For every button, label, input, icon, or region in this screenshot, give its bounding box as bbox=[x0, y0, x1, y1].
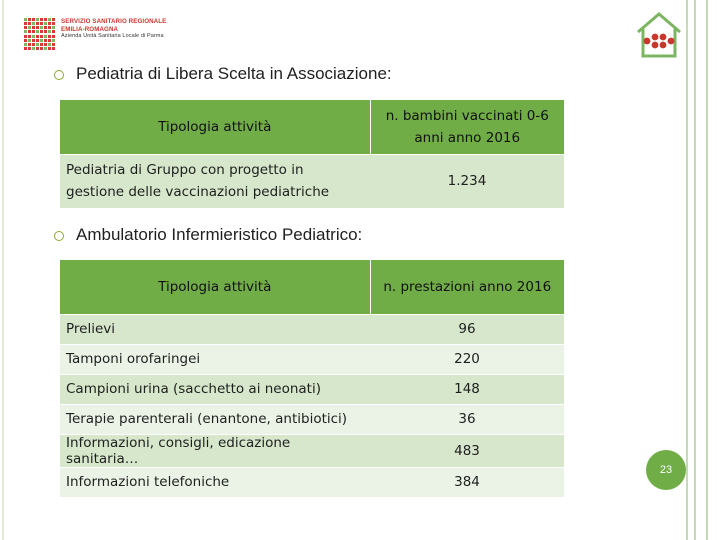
row-value: 220 bbox=[370, 344, 564, 374]
table-row bbox=[60, 374, 564, 404]
row-value: 1.234 bbox=[370, 154, 564, 208]
row-value: 384 bbox=[370, 467, 564, 497]
section-1-heading: Pediatria di Libera Scelta in Associazione: bbox=[76, 64, 392, 83]
row-label: Pediatria di Gruppo con progetto in gestione delle vaccinazioni pediatriche bbox=[60, 154, 370, 208]
column-header-activity: Tipologia attività bbox=[60, 100, 370, 154]
column-header-activity: Tipologia attività bbox=[60, 260, 370, 314]
decorative-rule bbox=[2, 0, 4, 540]
row-label: Informazioni, consigli, edicazione sanitaria… bbox=[60, 434, 370, 467]
decorative-rule bbox=[686, 0, 688, 540]
bullet-icon bbox=[54, 231, 64, 241]
logo-line-1: SERVIZIO SANITARIO REGIONALE bbox=[61, 18, 167, 25]
table-row bbox=[60, 434, 564, 467]
logo-grid-icon bbox=[24, 18, 54, 50]
row-value: 483 bbox=[370, 434, 564, 467]
row-label: Prelievi bbox=[60, 314, 370, 344]
row-value: 36 bbox=[370, 404, 564, 434]
row-label: Informazioni telefoniche bbox=[60, 467, 370, 497]
page-number-badge: 23 bbox=[646, 450, 686, 490]
decorative-rule bbox=[694, 0, 696, 540]
table-row bbox=[60, 404, 564, 434]
services-table bbox=[60, 260, 564, 497]
table-row bbox=[60, 314, 564, 344]
table-row bbox=[60, 467, 564, 497]
vaccination-table bbox=[60, 100, 564, 208]
decorative-rule bbox=[706, 0, 708, 540]
row-label: Tamponi orofaringei bbox=[60, 344, 370, 374]
column-header-services: n. prestazioni anno 2016 bbox=[370, 260, 564, 314]
logo-line-2: EMILIA-ROMAGNA bbox=[61, 25, 119, 33]
organization-logo bbox=[24, 18, 166, 50]
row-value: 96 bbox=[370, 314, 564, 344]
logo-line-3: Azienda Unità Sanitaria Locale di Parma bbox=[61, 33, 164, 40]
bullet-icon bbox=[54, 70, 64, 80]
row-value: 148 bbox=[370, 374, 564, 404]
section-2-heading: Ambulatorio Infermieristico Pediatrico: bbox=[76, 225, 363, 244]
house-logo-icon bbox=[634, 10, 684, 60]
row-label: Terapie parenterali (enantone, antibiotici) bbox=[60, 404, 370, 434]
table-row bbox=[60, 154, 564, 208]
table-row bbox=[60, 344, 564, 374]
column-header-vaccinated: n. bambini vaccinati 0-6 anni anno 2016 bbox=[370, 100, 564, 154]
row-label: Campioni urina (sacchetto ai neonati) bbox=[60, 374, 370, 404]
